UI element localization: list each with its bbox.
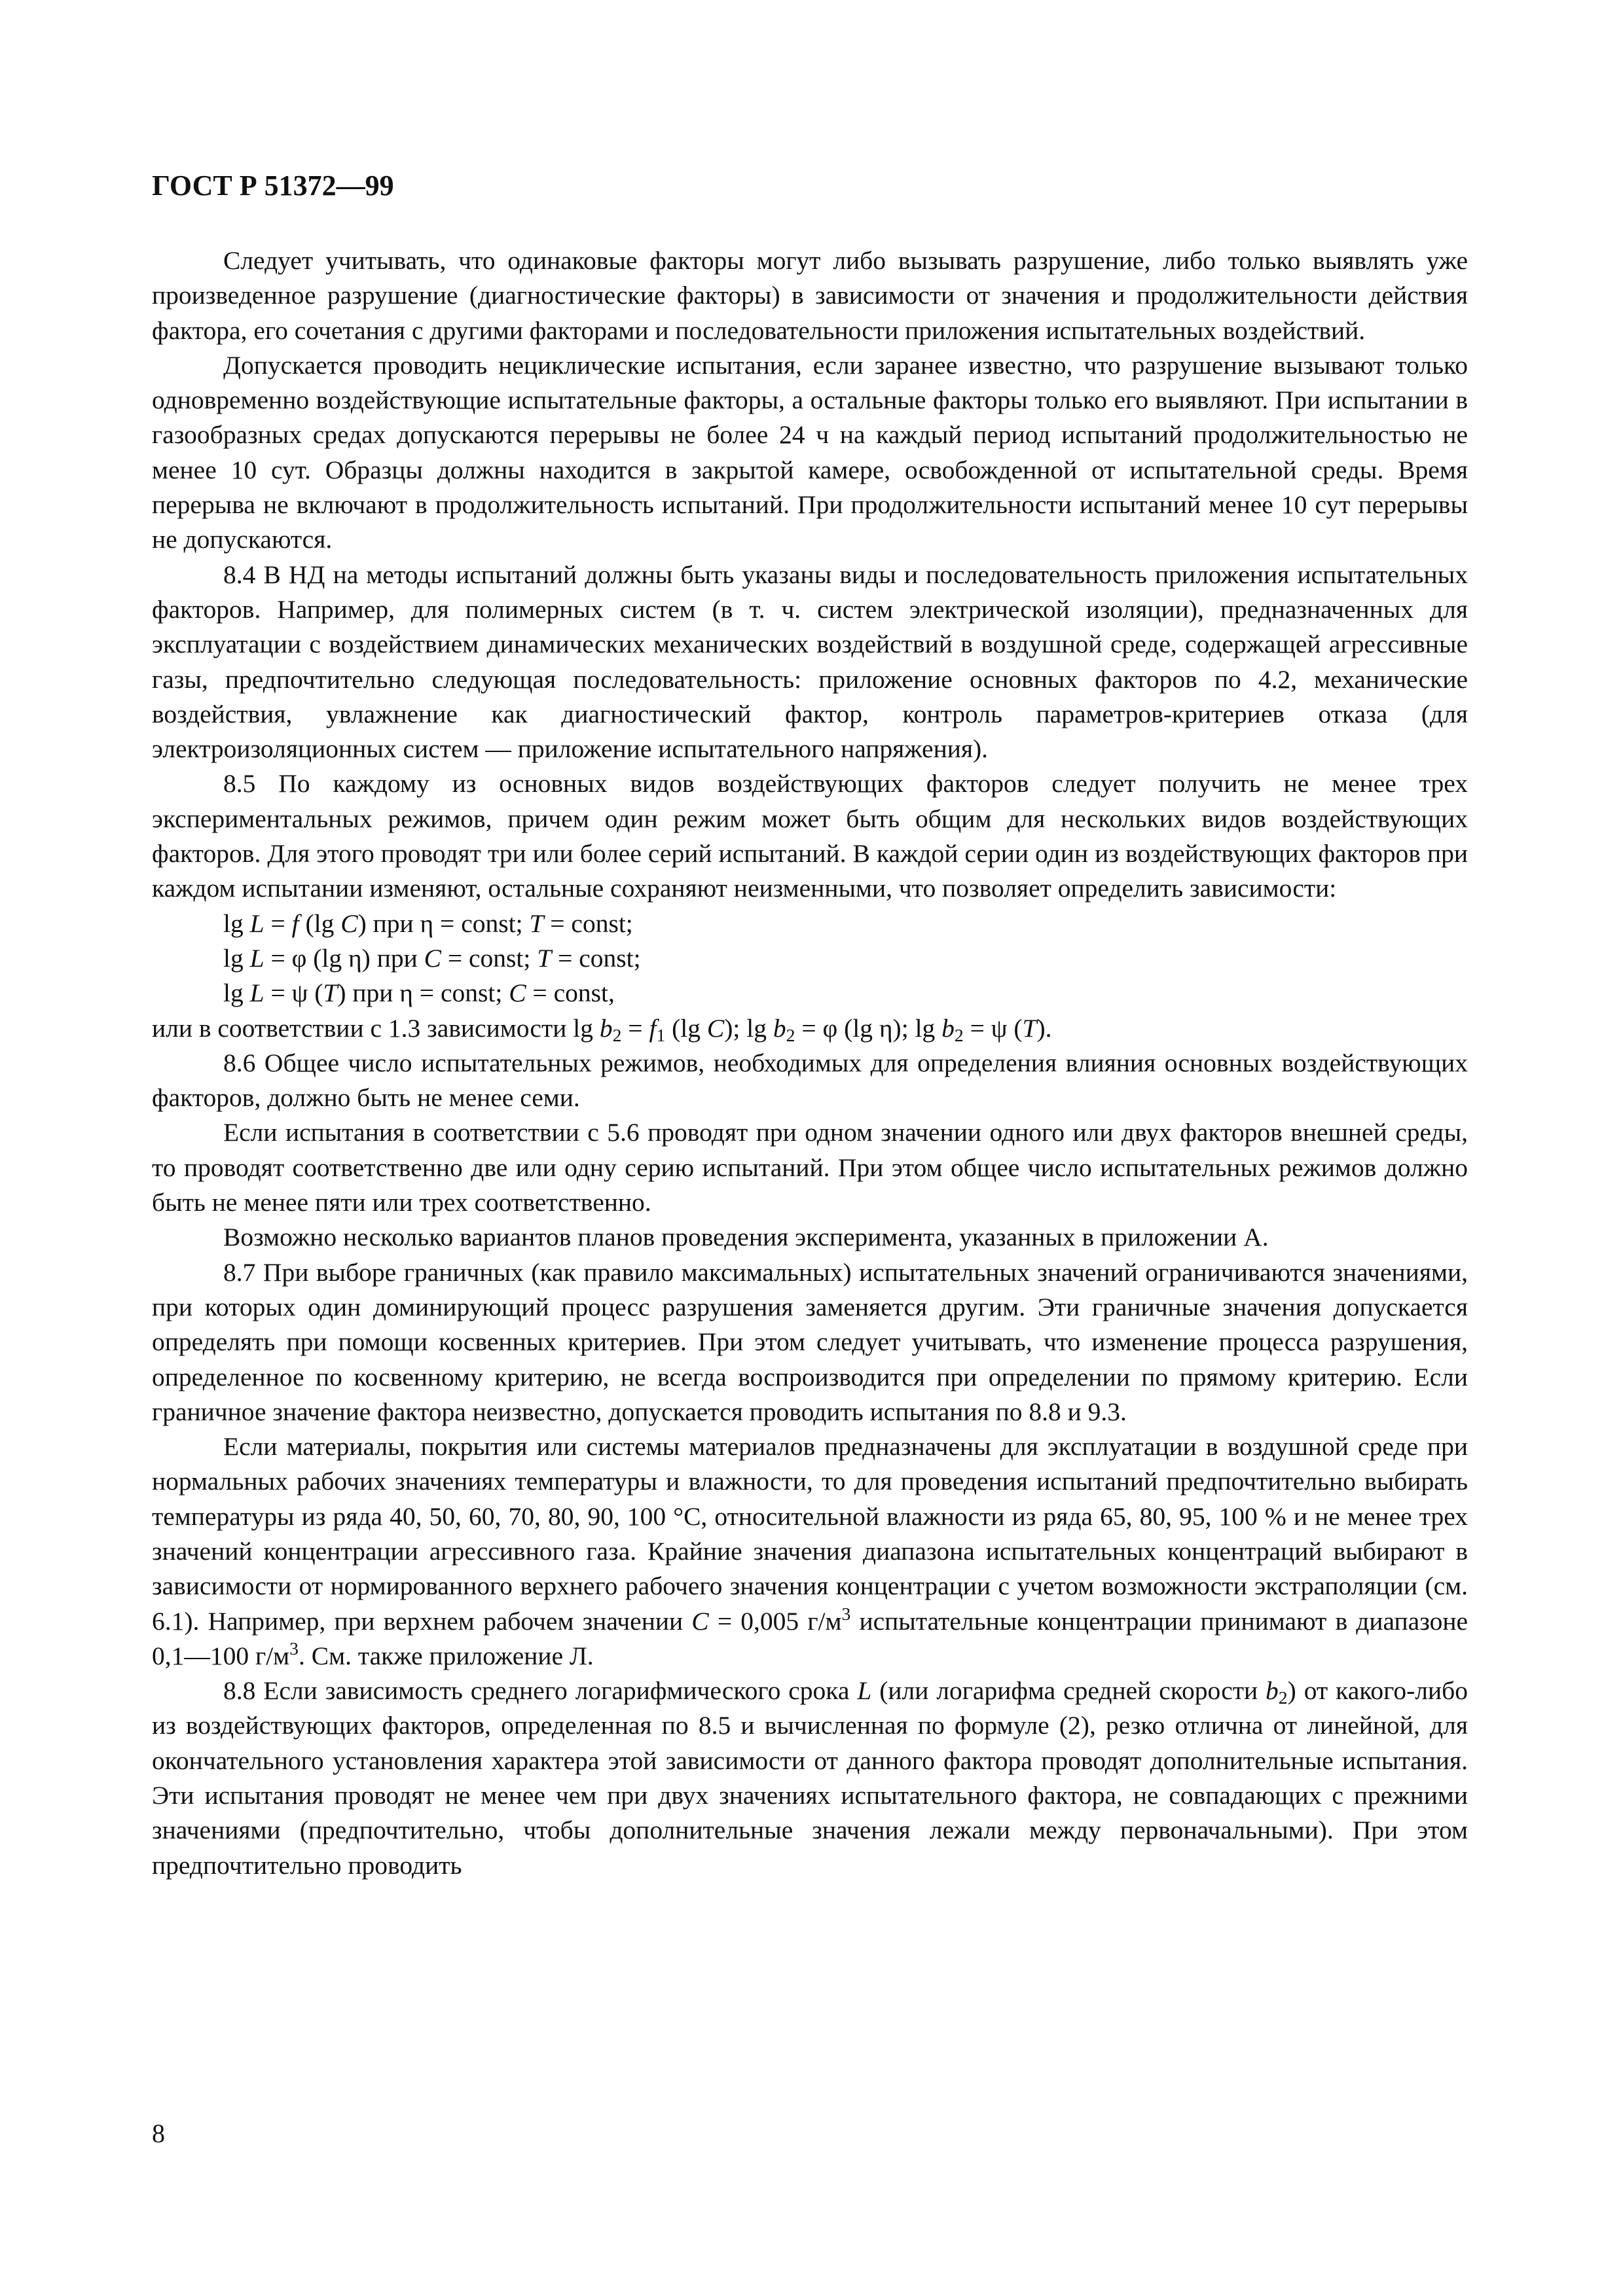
paragraph: Возможно несколько вариантов планов проведения эксперимента, указанных в приложении А. xyxy=(223,1223,1269,1252)
paragraph-8-4: 8.4 В НД на методы испытаний должны быть указаны виды и последовательность приложения испытательных факторов. Например, для полимерных систем (в т. ч. систем электрической изоляции), предназначенных для эксплуатации с воздействием динамических механических воздействий в воздушной среде, содержащей агрессивные газы, предпочтительно следующая последовательность: приложение основных факторов по 4.2, механические воздействия, увлажнение как диагностический фактор, контроль параметров-критериев отказа (для электроизоляционных систем — приложение испытательного напряжения). xyxy=(152,560,1468,764)
formula-4: или в соответствии с 1.3 зависимости $\lg b_2 = f_1$ (lg C); $\lg b_2 = \varphi$ (lg η); $\lg b_2 = \psi$ (T). xyxy=(152,1013,1052,1045)
document-body xyxy=(152,243,1468,1883)
paragraph: Допускается проводить нециклические испытания, если заранее известно, что разрушение вызывают только одновременно воздействующие испытательные факторы, а остальные факторы только его выявляют. При испытании в газообразных средах допускаются перерывы не более 24 ч на каждый период испытаний продолжительностью не менее 10 сут. Образцы должны находится в закрытой камере, освобожденной от испытательной среды. Время перерыва не включают в продолжительность испытаний. При продолжительности испытаний менее 10 сут перерывы не допускаются. xyxy=(152,350,1468,554)
paragraph-8-6: 8.6 Общее число испытательных режимов, необходимых для определения влияния основных воздействующих факторов, должно быть не менее семи. xyxy=(152,1048,1468,1113)
paragraph-8-5: 8.5 По каждому из основных видов воздействующих факторов следует получить не менее трех экспериментальных режимов, причем один режим может быть общим для нескольких видов воздействующих факторов. Для этого проводят три или более серий испытаний. В каждой серии один из воздействующих факторов при каждом испытании изменяют, остальные сохраняют неизменными, что позволяет определить зависимости: xyxy=(152,769,1468,903)
paragraph: Если испытания в соответствии с 5.6 проводят при одном значении одного или двух факторов внешней среды, то проводят соответственно две или одну серию испытаний. При этом общее число испытательных режимов должно быть не менее пяти или трех соответственно. xyxy=(152,1118,1468,1217)
paragraph: Следует учитывать, что одинаковые факторы могут либо вызывать разрушение, либо только выявлять уже произведенное разрушение (диагностические факторы) в зависимости от значения и продолжительности действия фактора, его сочетания с другими факторами и последовательности приложения испытательных воздействий. xyxy=(152,246,1468,345)
document-code: ГОСТ Р 51372—99 xyxy=(152,170,394,202)
formula-2: lg L = φ (lg η) при C = const; T = const; xyxy=(223,943,641,973)
formula-3: lg L = ψ (T) при η = const; C = const, xyxy=(223,978,615,1008)
paragraph-8-8: 8.8 Если зависимость среднего логарифмического срока L (или логарифма средней скорости $b_2$) от какого-либо из воздействующих факторов, определенная по 8.5 и вычисленная по формуле (2), резко отлична от линейной, для окончательного установления характера этой зависимости от данного фактора проводят дополнительные испытания. Эти испытания проводят не менее чем при двух значениях испытательного фактора, не совпадающих с прежними значениями (предпочтительно, чтобы дополнительные значения лежали между первоначальными). При этом предпочтительно проводить xyxy=(152,1676,1468,1880)
formula-1: lg L = f (lg C) при η = const; T = const; xyxy=(223,908,633,938)
paragraph: Если материалы, покрытия или системы материалов предназначены для эксплуатации в воздушной среде при нормальных рабочих значениях температуры и влажности, то для проведения испытаний предпочтительно выбирать температуры из ряда 40, 50, 60, 70, 80, 90, 100 °С, относительной влажности из ряда 65, 80, 95, 100 % и не менее трех значений концентрации агрессивного газа. Крайние значения диапазона испытательных концентраций выбирают в зависимости от нормированного верхнего рабочего значения концентрации с учетом возможности экстраполяции (см. 6.1). Например, при верхнем рабочем значении C = 0,005 $г/м^3$ испытательные концентрации принимают в диапазоне 0,1—100 $г/м^3$. См. также приложение Л. xyxy=(152,1432,1468,1670)
page-number: 8 xyxy=(152,2119,165,2148)
paragraph-8-7: 8.7 При выборе граничных (как правило максимальных) испытательных значений ограничиваются значениями, при которых один доминирующий процесс разрушения заменяется другим. Эти граничные значения допускается определять при помощи косвенных критериев. При этом следует учитывать, что изменение процесса разрушения, определенное по косвенному критерию, не всегда воспроизводится при определении по прямому критерию. Если граничное значение фактора неизвестно, допускается проводить испытания по 8.8 и 9.3. xyxy=(152,1257,1468,1426)
